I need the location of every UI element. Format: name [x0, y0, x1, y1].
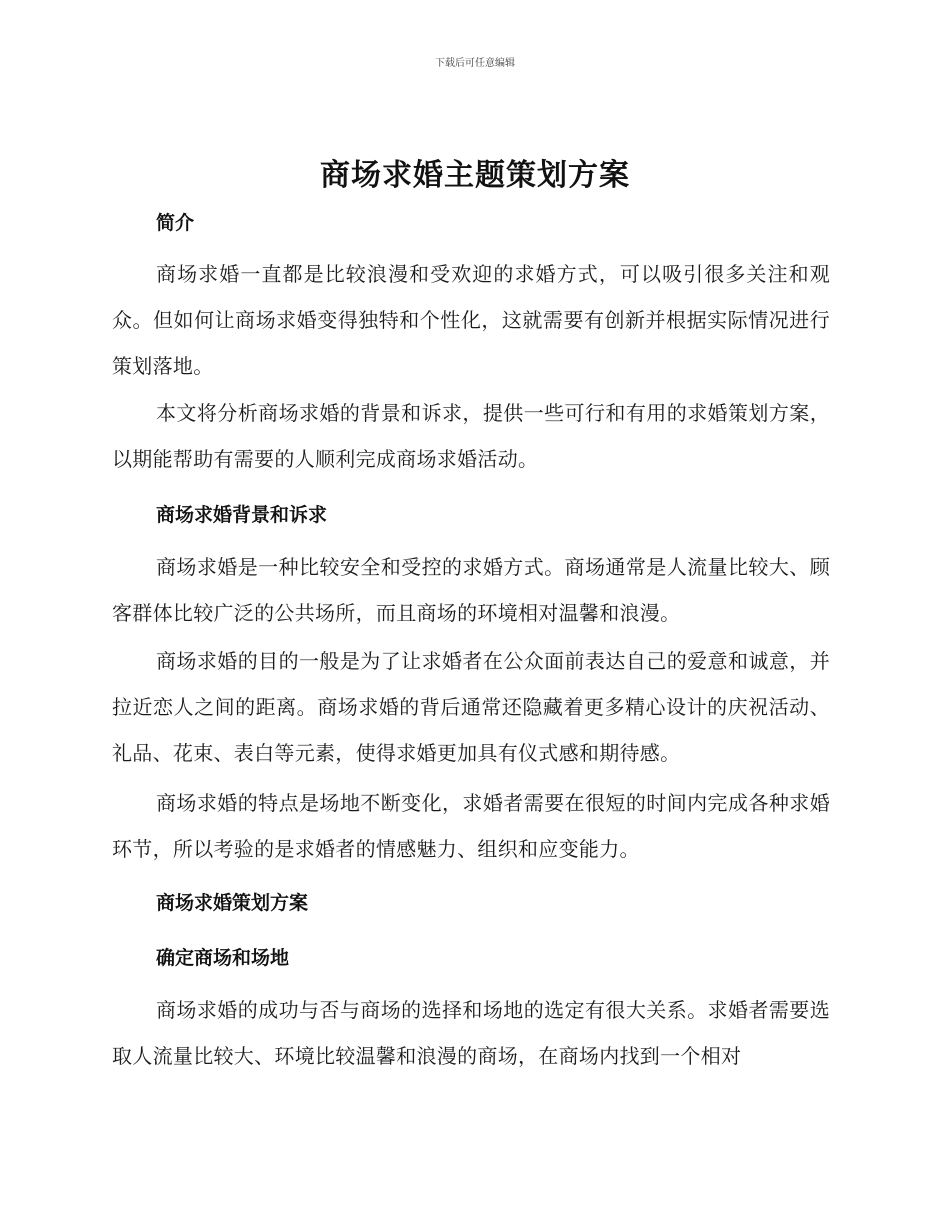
paragraph-venue-1: 商场求婚的成功与否与商场的选择和场地的选定有很大关系。求婚者需要选取人流量比较大、环境比较温馨和浪漫的商场，在商场内找到一个相对 — [112, 998, 830, 1068]
header-note: 下载后可任意编辑 — [435, 58, 515, 69]
document-title: 商场求婚主题策划方案 — [320, 158, 630, 193]
paragraph-intro-2: 本文将分析商场求婚的背景和诉求，提供一些可行和有用的求婚策划方案，以期能帮助有需要的人顺利完成商场求婚活动。 — [112, 401, 830, 471]
section-heading-intro: 简介 — [156, 212, 195, 234]
section-heading-background: 商场求婚背景和诉求 — [156, 504, 328, 526]
paragraph-intro-1: 商场求婚一直都是比较浪漫和受欢迎的求婚方式，可以吸引很多关注和观众。但如何让商场求婚变得独特和个性化，这就需要有创新并根据实际情况进行策划落地。 — [112, 262, 830, 378]
section-heading-plan: 商场求婚策划方案 — [156, 892, 309, 914]
paragraph-background-1: 商场求婚是一种比较安全和受控的求婚方式。商场通常是人流量比较大、顾客群体比较广泛的公共场所，而且商场的环境相对温馨和浪漫。 — [112, 555, 830, 625]
paragraph-background-2: 商场求婚的目的一般是为了让求婚者在公众面前表达自己的爱意和诚意，并拉近恋人之间的距离。商场求婚的背后通常还隐藏着更多精心设计的庆祝活动、礼品、花束、表白等元素，使得求婚更加具有仪式感和期待感。 — [112, 649, 830, 765]
paragraph-background-3: 商场求婚的特点是场地不断变化，求婚者需要在很短的时间内完成各种求婚环节，所以考验的是求婚者的情感魅力、组织和应变能力。 — [112, 791, 830, 861]
section-heading-venue: 确定商场和场地 — [156, 947, 290, 969]
